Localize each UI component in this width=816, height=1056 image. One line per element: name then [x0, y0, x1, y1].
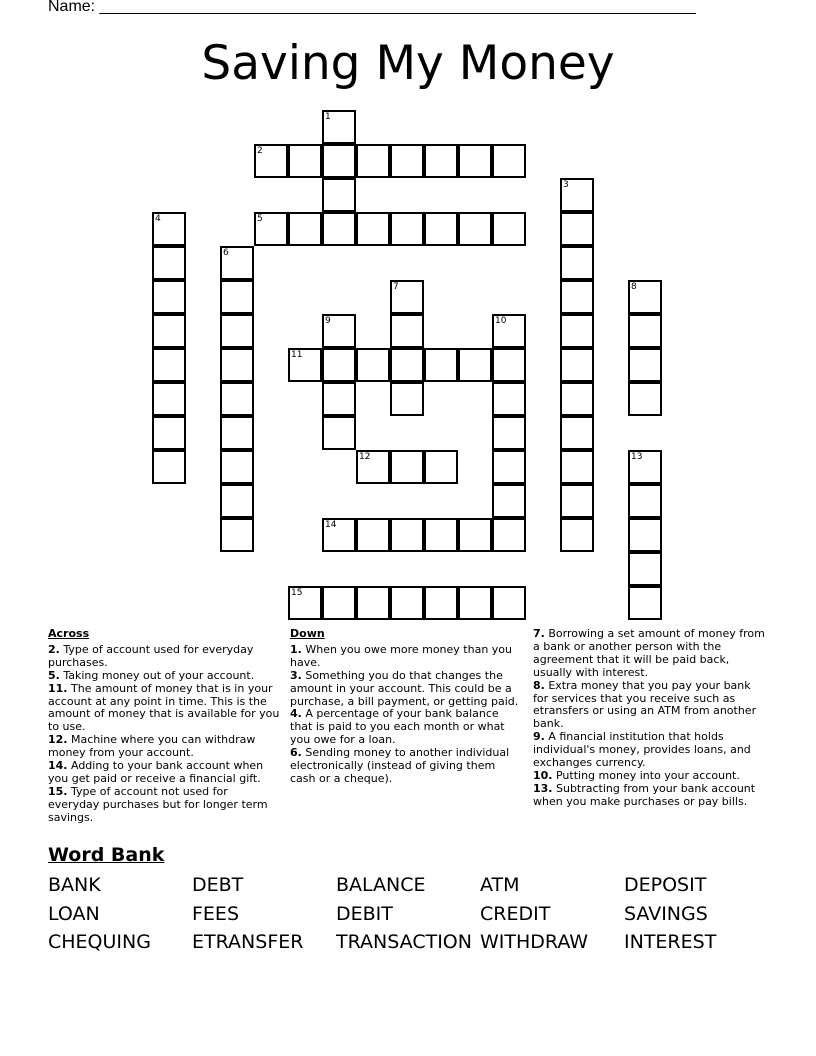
grid-cell[interactable]	[492, 450, 526, 484]
grid-cell[interactable]	[492, 586, 526, 620]
grid-cell[interactable]	[390, 518, 424, 552]
grid-cell[interactable]	[254, 144, 288, 178]
cell-number: 2	[257, 146, 263, 156]
word-bank-item: ETRANSFER	[192, 931, 304, 953]
word-bank-item: FEES	[192, 902, 239, 925]
grid-cell[interactable]	[288, 212, 322, 246]
word-bank-item: TRANSACTION	[336, 931, 472, 953]
grid-cell[interactable]	[560, 382, 594, 416]
grid-cell[interactable]	[322, 144, 356, 178]
grid-cell[interactable]	[356, 144, 390, 178]
grid-cell[interactable]	[458, 212, 492, 246]
grid-cell[interactable]	[322, 586, 356, 620]
grid-cell[interactable]	[560, 484, 594, 518]
grid-cell[interactable]	[322, 382, 356, 416]
grid-cell[interactable]	[424, 450, 458, 484]
grid-cell[interactable]	[424, 518, 458, 552]
clue-down-8: 8. Extra money that you pay your bank for services that you receive such as etransfers or using an ATM from another bank.	[533, 678, 757, 731]
grid-cell[interactable]	[560, 280, 594, 314]
clue-down-7: 7. Borrowing a set amount of money from a bank or another person with the agreement that it will be paid back, usually with interest.	[533, 627, 765, 679]
cell-number: 3	[563, 180, 569, 190]
clue-across-12: 12. Machine where you can withdraw money from your account.	[48, 733, 256, 760]
grid-cell[interactable]	[628, 450, 662, 484]
clue-down-3: 3. Something you do that changes the amount in your account. This could be a purchase, a bill payment, or getting paid.	[290, 668, 519, 708]
across-heading: Across	[48, 627, 90, 640]
word-bank-item: ATM	[480, 874, 520, 896]
clue-down-4: 4. A percentage of your bank balance that is paid to you each month or what you owe for a loan.	[290, 707, 505, 747]
grid-cell[interactable]	[356, 586, 390, 620]
grid-cell[interactable]	[220, 314, 254, 348]
grid-cell[interactable]	[628, 382, 662, 416]
grid-cell[interactable]	[390, 280, 424, 314]
grid-cell[interactable]	[152, 280, 186, 314]
grid-cell[interactable]	[152, 382, 186, 416]
grid-cell[interactable]	[152, 450, 186, 484]
grid-cell[interactable]	[220, 484, 254, 518]
grid-cell[interactable]	[390, 212, 424, 246]
grid-cell[interactable]	[492, 314, 526, 348]
grid-cell[interactable]	[152, 314, 186, 348]
grid-cell[interactable]	[152, 212, 186, 246]
word-bank-item: WITHDRAW	[480, 931, 589, 953]
grid-cell[interactable]	[322, 416, 356, 450]
word-bank-item: DEPOSIT	[624, 874, 707, 896]
grid-cell[interactable]	[628, 280, 662, 314]
word-bank-item: LOAN	[48, 902, 100, 925]
word-bank-item: CHEQUING	[48, 931, 151, 953]
clue-across-5: 5. Taking money out of your account.	[48, 668, 255, 682]
clue-across-2: 2. Type of account used for everyday purchases.	[48, 642, 254, 669]
grid-cell[interactable]	[560, 416, 594, 450]
grid-cell[interactable]	[560, 348, 594, 382]
grid-cell[interactable]	[628, 552, 662, 586]
name-line: Name: ___________________________________________________________________	[48, 0, 696, 15]
grid-cell[interactable]	[356, 212, 390, 246]
word-bank-item: BALANCE	[336, 874, 426, 896]
cell-number: 15	[291, 588, 303, 598]
grid-cell[interactable]	[152, 246, 186, 280]
grid-cell[interactable]	[220, 348, 254, 382]
cell-number: 11	[291, 350, 303, 360]
grid-cell[interactable]	[322, 212, 356, 246]
grid-cell[interactable]	[322, 110, 356, 144]
cell-number: 8	[631, 282, 637, 292]
grid-cell[interactable]	[390, 144, 424, 178]
across-clues	[48, 628, 280, 825]
grid-cell[interactable]	[492, 484, 526, 518]
grid-cell[interactable]	[288, 586, 322, 620]
grid-cell[interactable]	[322, 348, 356, 382]
cell-number: 7	[393, 282, 399, 292]
grid-cell[interactable]	[560, 178, 594, 212]
grid-cell[interactable]	[390, 586, 424, 620]
word-bank-title: Word Bank	[48, 844, 165, 866]
grid-cell[interactable]	[424, 348, 458, 382]
grid-cell[interactable]	[152, 348, 186, 382]
grid-cell[interactable]	[492, 212, 526, 246]
grid-cell[interactable]	[492, 382, 526, 416]
grid-cell[interactable]	[288, 144, 322, 178]
clue-down-10: 10. Putting money into your account.	[533, 768, 740, 782]
grid-cell[interactable]	[424, 212, 458, 246]
cell-number: 13	[631, 452, 643, 462]
cell-number: 1	[325, 112, 331, 122]
grid-cell[interactable]	[288, 348, 322, 382]
cell-number: 6	[223, 248, 229, 258]
grid-cell[interactable]	[356, 518, 390, 552]
grid-cell[interactable]	[628, 586, 662, 620]
grid-cell[interactable]	[628, 314, 662, 348]
clue-down-6: 6. Sending money to another individual electronically (instead of giving them cash or a cheque).	[290, 746, 510, 785]
grid-cell[interactable]	[390, 382, 424, 416]
grid-cell[interactable]	[220, 280, 254, 314]
grid-cell[interactable]	[424, 586, 458, 620]
page-title: Saving My Money	[201, 36, 615, 91]
grid-cell[interactable]	[628, 348, 662, 382]
cell-number: 10	[495, 316, 507, 326]
clue-down-1: 1. When you owe more money than you have.	[290, 642, 513, 669]
word-bank-item: DEBIT	[336, 902, 393, 925]
cell-number: 12	[359, 452, 371, 462]
grid-cell[interactable]	[322, 178, 356, 212]
clue-across-14: 14. Adding to your bank account when you get paid or receive a financial gift.	[48, 759, 264, 785]
grid-cell[interactable]	[220, 416, 254, 450]
grid-cell[interactable]	[458, 518, 492, 552]
word-bank-item: BANK	[48, 874, 101, 896]
grid-cell[interactable]	[356, 348, 390, 382]
grid-cell[interactable]	[628, 518, 662, 552]
clue-down-9: 9. A financial institution that holds individual's money, provides loans, and exchanges currency.	[533, 730, 751, 770]
down-heading: Down	[290, 627, 325, 640]
grid-cell[interactable]	[628, 484, 662, 518]
grid-cell[interactable]	[492, 348, 526, 382]
grid-cell[interactable]	[492, 144, 526, 178]
grid-cell[interactable]	[220, 246, 254, 280]
grid-cell[interactable]	[390, 314, 424, 348]
word-bank	[48, 873, 768, 959]
word-bank-item: INTEREST	[624, 931, 717, 953]
clue-down-13: 13. Subtracting from your bank account when you make purchases or pay bills.	[533, 781, 756, 808]
grid-cell[interactable]	[560, 518, 594, 552]
cell-number: 4	[155, 214, 161, 224]
cell-number: 14	[325, 520, 337, 530]
grid-cell[interactable]	[152, 416, 186, 450]
grid-cell[interactable]	[220, 450, 254, 484]
grid-cell[interactable]	[492, 518, 526, 552]
grid-cell[interactable]	[560, 314, 594, 348]
grid-cell[interactable]	[254, 212, 288, 246]
grid-cell[interactable]	[560, 212, 594, 246]
grid-cell[interactable]	[322, 314, 356, 348]
word-bank-item: CREDIT	[480, 902, 551, 925]
grid-cell[interactable]	[356, 450, 390, 484]
grid-cell[interactable]	[390, 348, 424, 382]
grid-cell[interactable]	[560, 450, 594, 484]
grid-cell[interactable]	[322, 518, 356, 552]
grid-cell[interactable]	[220, 518, 254, 552]
grid-cell[interactable]	[220, 382, 254, 416]
grid-cell[interactable]	[458, 586, 492, 620]
cell-number: 9	[325, 316, 331, 326]
grid-cell[interactable]	[390, 450, 424, 484]
grid-cell[interactable]	[492, 416, 526, 450]
clue-across-15: 15. Type of account not used for everyday purchases but for longer term savings.	[48, 784, 268, 824]
grid-cell[interactable]	[458, 144, 492, 178]
down-clues-continued	[533, 628, 769, 809]
grid-cell[interactable]	[560, 246, 594, 280]
grid-cell[interactable]	[424, 144, 458, 178]
cell-number: 5	[257, 214, 263, 224]
clue-across-11: 11. The amount of money that is in your account at any point in time. This is the amount of money that is available for you to use.	[48, 681, 280, 734]
word-bank-item: DEBT	[192, 874, 244, 896]
grid-cell[interactable]	[458, 348, 492, 382]
word-bank-item: SAVINGS	[624, 902, 708, 925]
down-clues	[290, 628, 522, 786]
